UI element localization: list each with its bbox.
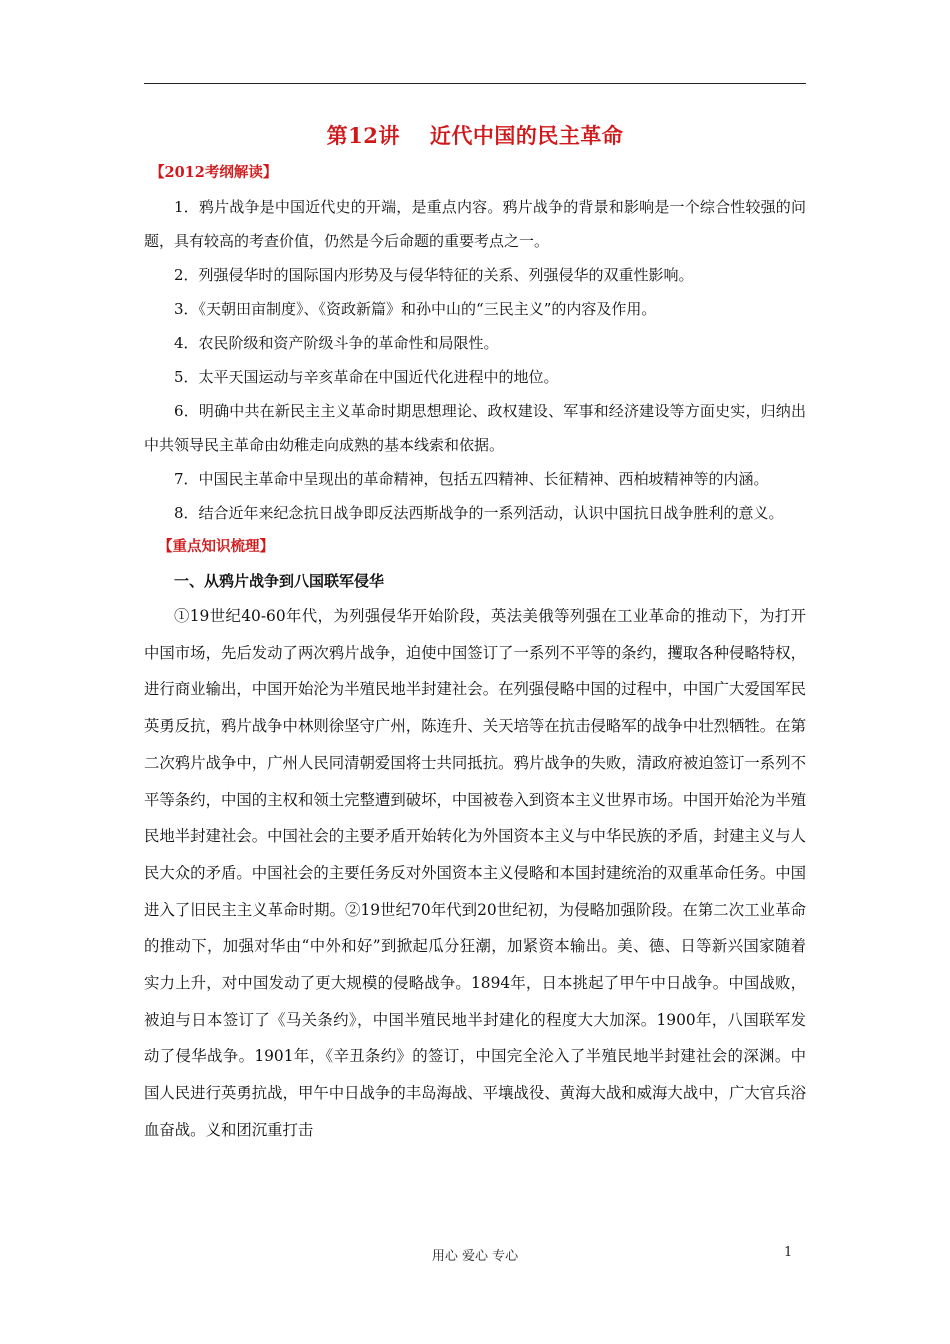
footer-motto: 用心 爱心 专心: [431, 1249, 519, 1264]
outline-item: 4．农民阶级和资产阶级斗争的革命性和局限性。: [174, 334, 499, 352]
outline-item: 1．鸦片战争是中国近代史的开端，是重点内容。鸦片战争的背景和影响是一个综合性较强的问题，具有较高的考查价值，仍然是今后命题的重要考点之一。: [144, 198, 806, 250]
lesson-number: 第12讲: [326, 123, 400, 148]
section-heading: 一、从鸦片战争到八国联军侵华: [174, 572, 385, 590]
page-title: [144, 116, 806, 156]
header-rule: [144, 83, 806, 84]
document-body: [144, 116, 806, 1149]
outline-item: 2．列强侵华时的国际国内形势及与侵华特征的关系、列强侵华的双重性影响。: [174, 266, 694, 284]
outline-item: 3．《天朝田亩制度》、《资政新篇》和孙中山的“三民主义”的内容及作用。: [174, 300, 657, 318]
outline-tag: 【2012考纲解读】: [150, 164, 278, 181]
page-number: 1: [784, 1245, 793, 1260]
lesson-topic: 近代中国的民主革命: [429, 123, 624, 148]
outline-item: 5．太平天国运动与辛亥革命在中国近代化进程中的地位。: [174, 368, 559, 386]
knowledge-tag: 【重点知识梳理】: [158, 538, 274, 555]
section-body: ①19世纪40-60年代，为列强侵华开始阶段，英法美俄等列强在工业革命的推动下，为打开中国市场，先后发动了两次鸦片战争，迫使中国签订了一系列不平等的条约，攫取各种侵略特权，进行商业输出，中国开始沦为半殖民地半封建社会。在列强侵略中国的过程中，中国广大爱国军民英勇反抗，鸦片战争中林则徐坚守广州，陈连升、关天培等在抗击侵略军的战争中壮烈牺牲。在第二次鸦片战争中，广州人民同清朝爱国将士共同抵抗。鸦片战争的失败，清政府被迫签订一系列不平等条约，中国的主权和领土完整遭到破坏，中国被卷入到资本主义世界市场。中国开始沦为半殖民地半封建社会。中国社会的主要矛盾开始转化为外国资本主义与中华民族的矛盾，封建主义与人民大众的矛盾。中国社会的主要任务反对外国资本主义侵略和本国封建统治的双重革命任务。中国进入了旧民主主义革命时期。②19世纪70年代到20世纪初，为侵略加强阶段。在第二次工业革命的推动下，加强对华由“中外和好”到掀起瓜分狂潮，加紧资本输出。美、德、日等新兴国家随着实力上升，对中国发动了更大规模的侵略战争。1894年，日本挑起了甲午中日战争。中国战败，被迫与日本签订了《马关条约》，中国半殖民地半封建化的程度大大加深。1900年，八国联军发动了侵华战争。1901年，《辛丑条约》的签订，中国完全沦入了半殖民地半封建社会的深渊。中国人民进行英勇抗战，甲午中日战争的丰岛海战、平壤战役、黄海大战和威海大战中，广大官兵浴血奋战。义和团沉重打击: [144, 607, 806, 1139]
outline-item: 7．中国民主革命中呈现出的革命精神，包括五四精神、长征精神、西柏坡精神等的内涵。: [174, 470, 769, 488]
outline-item: 6．明确中共在新民主主义革命时期思想理论、政权建设、军事和经济建设等方面史实，归纳出中共领导民主革命由幼稚走向成熟的基本线索和依据。: [144, 402, 806, 454]
outline-list: [144, 190, 806, 530]
outline-item: 8．结合近年来纪念抗日战争即反法西斯战争的一系列活动，认识中国抗日战争胜利的意义。: [174, 504, 784, 522]
